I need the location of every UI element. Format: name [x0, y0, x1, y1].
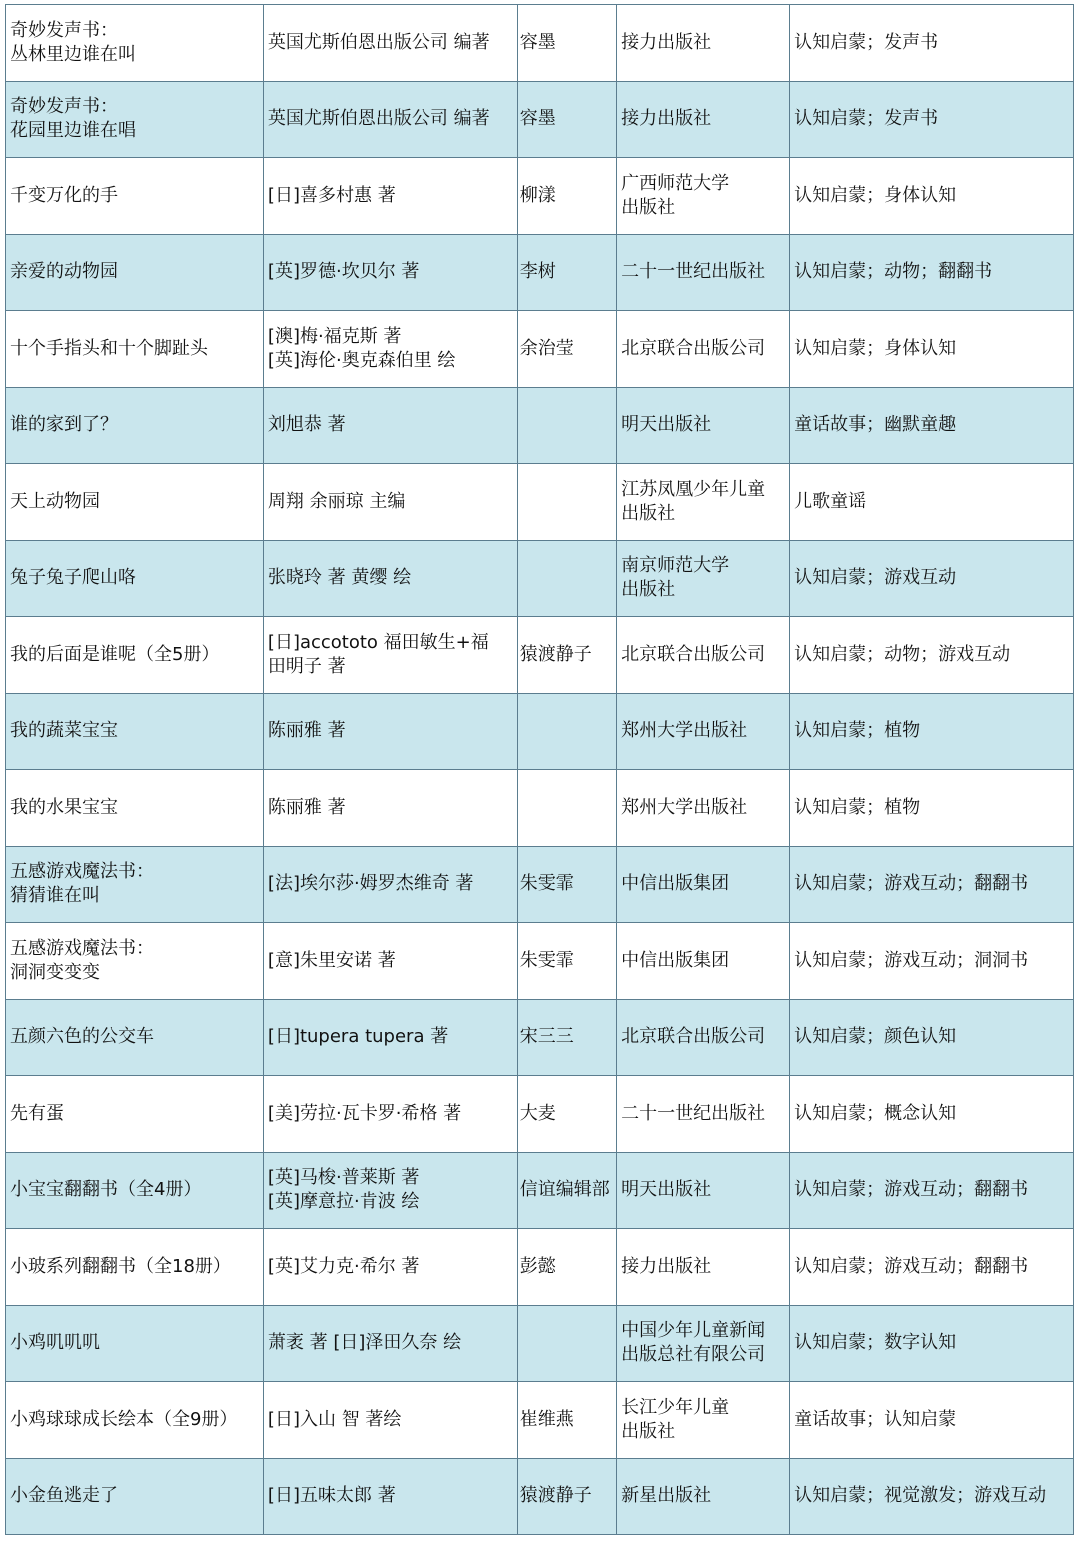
book-author-cell: [英]马梭·普莱斯 著 [英]摩意拉·肯波 绘 — [263, 1152, 517, 1229]
book-title-cell: 十个手指头和十个脚趾头 — [6, 311, 264, 388]
book-translator-cell: 彭懿 — [517, 1229, 616, 1306]
book-title-cell: 小宝宝翻翻书（全4册） — [6, 1152, 264, 1229]
book-row — [6, 846, 1074, 923]
book-title-cell: 五颜六色的公交车 — [6, 999, 264, 1076]
book-tags-cell: 认知启蒙；身体认知 — [790, 311, 1074, 388]
book-translator-cell: 容墨 — [517, 81, 616, 158]
book-author-cell: 周翔 余丽琼 主编 — [263, 464, 517, 541]
book-author-cell: [日]五味太郎 著 — [263, 1458, 517, 1535]
book-row — [6, 617, 1074, 694]
book-tags-cell: 认知启蒙；身体认知 — [790, 158, 1074, 235]
book-row — [6, 311, 1074, 388]
book-row — [6, 464, 1074, 541]
book-row — [6, 81, 1074, 158]
book-author-cell: [澳]梅·福克斯 著 [英]海伦·奥克森伯里 绘 — [263, 311, 517, 388]
book-row — [6, 1458, 1074, 1535]
book-tags-cell: 认知启蒙；游戏互动；翻翻书 — [790, 1229, 1074, 1306]
book-row — [6, 770, 1074, 847]
book-tags-cell: 认知启蒙；游戏互动 — [790, 540, 1074, 617]
book-author-cell: [英]艾力克·希尔 著 — [263, 1229, 517, 1306]
book-tags-cell: 儿歌童谣 — [790, 464, 1074, 541]
book-publisher-cell: 南京师范大学 出版社 — [617, 540, 790, 617]
book-author-cell: [法]埃尔莎·姆罗杰维奇 著 — [263, 846, 517, 923]
book-author-cell: [日]喜多村惠 著 — [263, 158, 517, 235]
book-title-cell: 先有蛋 — [6, 1076, 264, 1153]
book-publisher-cell: 中国少年儿童新闻 出版总社有限公司 — [617, 1305, 790, 1382]
book-title-cell: 五感游戏魔法书： 洞洞变变变 — [6, 923, 264, 1000]
book-tags-cell: 认知启蒙；动物；翻翻书 — [790, 234, 1074, 311]
book-translator-cell: 容墨 — [517, 5, 616, 82]
book-author-cell: 陈丽雅 著 — [263, 770, 517, 847]
book-translator-cell: 崔维燕 — [517, 1382, 616, 1459]
book-title-cell: 我的蔬菜宝宝 — [6, 693, 264, 770]
book-translator-cell: 宋三三 — [517, 999, 616, 1076]
book-translator-cell: 李树 — [517, 234, 616, 311]
book-author-cell: [日]accototo 福田敏生+福 田明子 著 — [263, 617, 517, 694]
book-publisher-cell: 二十一世纪出版社 — [617, 234, 790, 311]
book-author-cell: 英国尤斯伯恩出版公司 编著 — [263, 5, 517, 82]
book-translator-cell — [517, 387, 616, 464]
book-publisher-cell: 接力出版社 — [617, 81, 790, 158]
book-publisher-cell: 北京联合出版公司 — [617, 617, 790, 694]
book-translator-cell: 柳漾 — [517, 158, 616, 235]
book-publisher-cell: 接力出版社 — [617, 1229, 790, 1306]
book-row — [6, 1229, 1074, 1306]
book-publisher-cell: 明天出版社 — [617, 1152, 790, 1229]
book-title-cell: 我的水果宝宝 — [6, 770, 264, 847]
book-tags-cell: 童话故事；幽默童趣 — [790, 387, 1074, 464]
book-publisher-cell: 新星出版社 — [617, 1458, 790, 1535]
book-author-cell: 萧袤 著 [日]泽田久奈 绘 — [263, 1305, 517, 1382]
book-row — [6, 540, 1074, 617]
book-title-cell: 我的后面是谁呢（全5册） — [6, 617, 264, 694]
book-tags-cell: 认知启蒙；颜色认知 — [790, 999, 1074, 1076]
book-publisher-cell: 广西师范大学 出版社 — [617, 158, 790, 235]
book-publisher-cell: 北京联合出版公司 — [617, 999, 790, 1076]
book-row — [6, 1382, 1074, 1459]
book-translator-cell: 猿渡静子 — [517, 1458, 616, 1535]
book-list-table — [5, 4, 1074, 1535]
book-author-cell: [意]朱里安诺 著 — [263, 923, 517, 1000]
book-author-cell: 张晓玲 著 黄缨 绘 — [263, 540, 517, 617]
book-translator-cell — [517, 464, 616, 541]
book-tags-cell: 童话故事；认知启蒙 — [790, 1382, 1074, 1459]
book-translator-cell: 信谊编辑部 — [517, 1152, 616, 1229]
book-author-cell: [日]入山 智 著绘 — [263, 1382, 517, 1459]
book-publisher-cell: 北京联合出版公司 — [617, 311, 790, 388]
book-tags-cell: 认知启蒙；发声书 — [790, 5, 1074, 82]
book-tags-cell: 认知启蒙；概念认知 — [790, 1076, 1074, 1153]
book-row — [6, 5, 1074, 82]
book-tags-cell: 认知启蒙；植物 — [790, 770, 1074, 847]
book-translator-cell — [517, 770, 616, 847]
book-row — [6, 923, 1074, 1000]
book-title-cell: 奇妙发声书： 丛林里边谁在叫 — [6, 5, 264, 82]
book-translator-cell — [517, 1305, 616, 1382]
book-tags-cell: 认知启蒙；植物 — [790, 693, 1074, 770]
book-translator-cell: 朱雯霏 — [517, 846, 616, 923]
book-publisher-cell: 江苏凤凰少年儿童 出版社 — [617, 464, 790, 541]
book-translator-cell: 余治莹 — [517, 311, 616, 388]
book-translator-cell: 猿渡静子 — [517, 617, 616, 694]
book-publisher-cell: 明天出版社 — [617, 387, 790, 464]
book-row — [6, 387, 1074, 464]
book-publisher-cell: 中信出版集团 — [617, 923, 790, 1000]
book-title-cell: 小鸡球球成长绘本（全9册） — [6, 1382, 264, 1459]
book-tags-cell: 认知启蒙；游戏互动；洞洞书 — [790, 923, 1074, 1000]
book-title-cell: 兔子兔子爬山咯 — [6, 540, 264, 617]
book-translator-cell: 大麦 — [517, 1076, 616, 1153]
book-row — [6, 1076, 1074, 1153]
book-row — [6, 1305, 1074, 1382]
book-publisher-cell: 中信出版集团 — [617, 846, 790, 923]
book-publisher-cell: 接力出版社 — [617, 5, 790, 82]
book-author-cell: [英]罗德·坎贝尔 著 — [263, 234, 517, 311]
book-tags-cell: 认知启蒙；动物；游戏互动 — [790, 617, 1074, 694]
book-title-cell: 奇妙发声书： 花园里边谁在唱 — [6, 81, 264, 158]
book-row — [6, 693, 1074, 770]
book-translator-cell: 朱雯霏 — [517, 923, 616, 1000]
book-publisher-cell: 二十一世纪出版社 — [617, 1076, 790, 1153]
book-tags-cell: 认知启蒙；视觉激发；游戏互动 — [790, 1458, 1074, 1535]
book-row — [6, 158, 1074, 235]
book-tags-cell: 认知启蒙；游戏互动；翻翻书 — [790, 1152, 1074, 1229]
book-author-cell: 陈丽雅 著 — [263, 693, 517, 770]
book-tags-cell: 认知启蒙；发声书 — [790, 81, 1074, 158]
book-row — [6, 234, 1074, 311]
book-publisher-cell: 长江少年儿童 出版社 — [617, 1382, 790, 1459]
book-title-cell: 小玻系列翻翻书（全18册） — [6, 1229, 264, 1306]
book-author-cell: 刘旭恭 著 — [263, 387, 517, 464]
book-publisher-cell: 郑州大学出版社 — [617, 693, 790, 770]
book-author-cell: [美]劳拉·瓦卡罗·希格 著 — [263, 1076, 517, 1153]
book-translator-cell — [517, 693, 616, 770]
book-row — [6, 999, 1074, 1076]
book-translator-cell — [517, 540, 616, 617]
book-title-cell: 五感游戏魔法书： 猜猜谁在叫 — [6, 846, 264, 923]
book-title-cell: 小鸡叽叽叽 — [6, 1305, 264, 1382]
book-author-cell: [日]tupera tupera 著 — [263, 999, 517, 1076]
book-row — [6, 1152, 1074, 1229]
book-title-cell: 小金鱼逃走了 — [6, 1458, 264, 1535]
book-author-cell: 英国尤斯伯恩出版公司 编著 — [263, 81, 517, 158]
book-title-cell: 谁的家到了？ — [6, 387, 264, 464]
book-title-cell: 千变万化的手 — [6, 158, 264, 235]
book-publisher-cell: 郑州大学出版社 — [617, 770, 790, 847]
book-title-cell: 亲爱的动物园 — [6, 234, 264, 311]
book-tags-cell: 认知启蒙；数字认知 — [790, 1305, 1074, 1382]
book-list-body — [6, 5, 1074, 1535]
book-tags-cell: 认知启蒙；游戏互动；翻翻书 — [790, 846, 1074, 923]
book-title-cell: 天上动物园 — [6, 464, 264, 541]
